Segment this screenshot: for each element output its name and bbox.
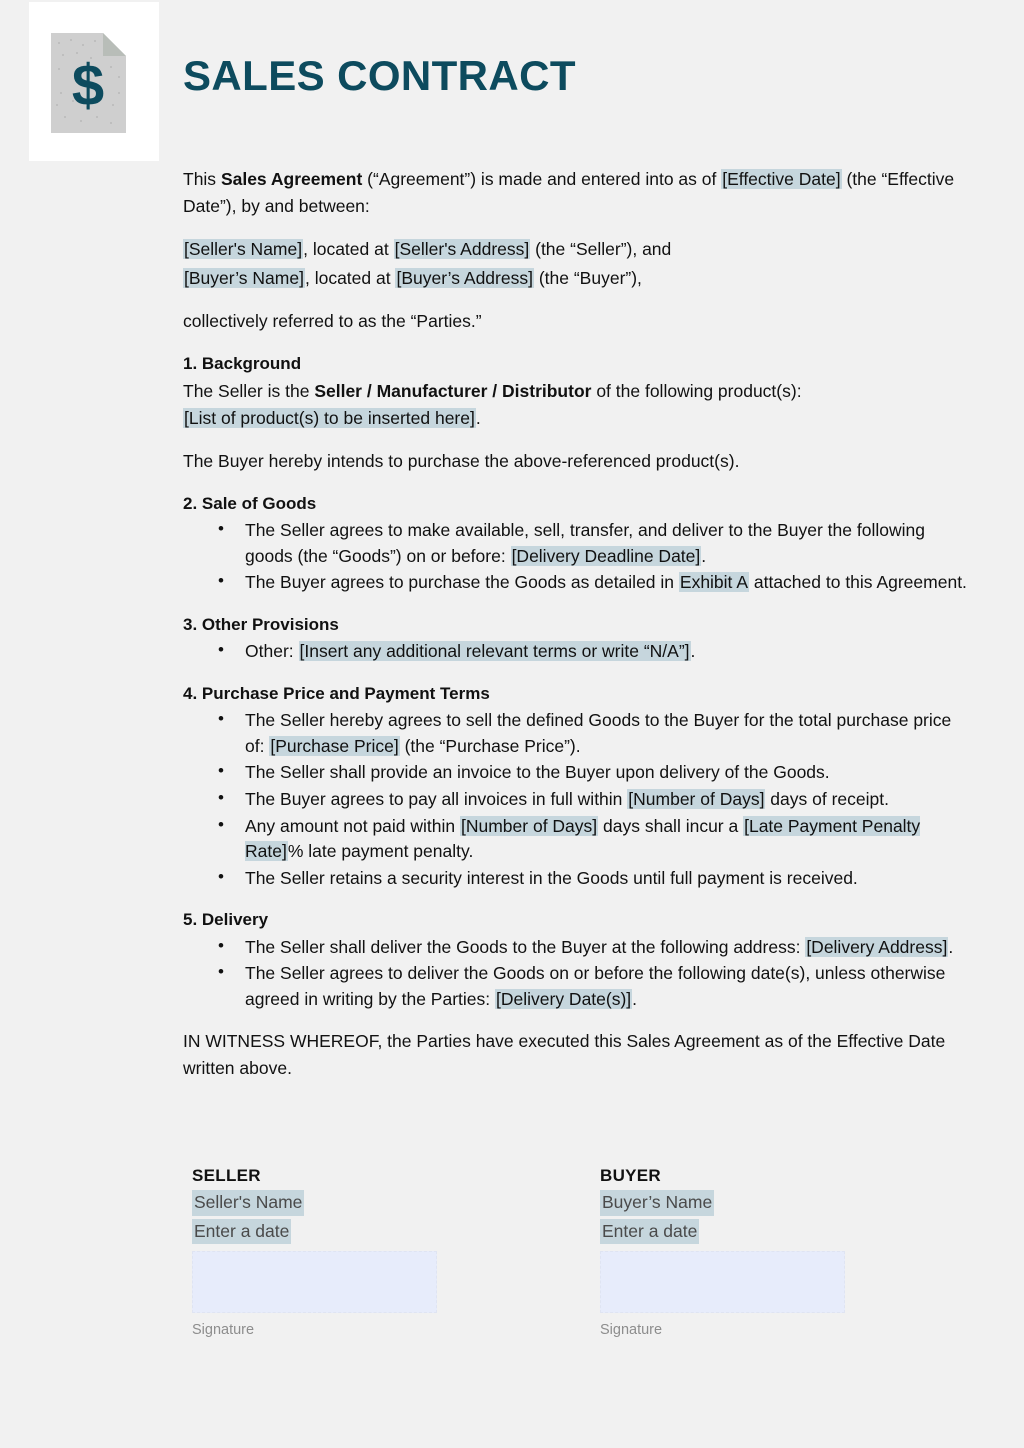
section2-bullets — [183, 518, 973, 596]
s4-b4-c: % late payment penalty. — [287, 841, 474, 862]
seller-date-input[interactable]: Enter a date — [192, 1219, 291, 1244]
placeholder-effective-date[interactable]: [Effective Date] — [722, 169, 841, 189]
s4-b1-b: (the “Purchase Price”). — [399, 735, 581, 756]
section-heading-purchase-price: 4. Purchase Price and Payment Terms — [183, 683, 490, 703]
list-item — [245, 787, 973, 813]
section5-bullets — [183, 935, 973, 1013]
list-item — [245, 814, 973, 865]
section-heading-background: 1. Background — [183, 353, 302, 373]
s5-b1-b: . — [948, 936, 954, 957]
svg-text:$: $ — [71, 53, 105, 118]
buyer-signature-block — [600, 1166, 980, 1340]
s2-b2-b: attached to this Agreement. — [749, 572, 967, 593]
placeholder-buyer-name[interactable]: [Buyer’s Name] — [184, 268, 304, 289]
placeholder-number-of-days-2[interactable]: [Number of Days] — [461, 815, 598, 836]
list-item — [245, 935, 973, 961]
s5-b2-a: The Seller agrees to deliver the Goods on or before the following date(s), unless otherwise agreed in writing by the Parties: — [245, 963, 946, 1009]
s2-b2-a: The Buyer agrees to purchase the Goods as detailed in — [245, 572, 679, 593]
s4-b3-b: days of receipt. — [765, 788, 889, 809]
seller-line-mid: , located at — [303, 238, 394, 259]
list-item — [245, 570, 973, 596]
list-item: • The Seller shall provide an invoice to the Buyer upon delivery of the Goods. — [245, 760, 973, 786]
s2-b1-a: The Seller agrees to make available, sell, transfer, and deliver to the Buyer the following goods (the “Goods”) on or before: — [245, 520, 925, 566]
signature-area — [192, 1166, 982, 1340]
placeholder-product-list[interactable]: [List of product(s) to be inserted here] — [184, 408, 475, 429]
seller-signature-canvas[interactable] — [192, 1251, 437, 1313]
buyer-role-label: BUYER — [600, 1166, 662, 1185]
s4-b1-a: The Seller hereby agrees to sell the defined Goods to the Buyer for the total purchase price of: — [245, 710, 952, 756]
s1-text-b: of the following product(s): — [591, 381, 802, 402]
seller-line-end: (the “Seller”), and — [530, 238, 672, 259]
list-item — [245, 518, 973, 569]
list-item — [245, 639, 973, 665]
placeholder-exhibit-a[interactable]: Exhibit A — [679, 572, 748, 593]
placeholder-delivery-dates[interactable]: [Delivery Date(s)] — [496, 988, 632, 1009]
buyer-signature-canvas[interactable] — [600, 1251, 845, 1313]
list-item — [245, 961, 973, 1012]
s5-b2-b: . — [632, 988, 638, 1009]
buyer-line-end: (the “Buyer”), — [533, 268, 642, 289]
s4-b4-a: Any amount not paid within — [245, 815, 460, 836]
page-title: SALES CONTRACT — [183, 52, 576, 99]
placeholder-delivery-address[interactable]: [Delivery Address] — [806, 936, 948, 957]
header-icon-container — [29, 2, 159, 161]
buyer-party-line — [183, 265, 973, 292]
intro-text-b: (“Agreement”) is made and entered into as of — [362, 169, 722, 189]
section-heading-other-provisions: 3. Other Provisions — [183, 614, 339, 634]
placeholder-late-payment-penalty-rate[interactable]: [Late Payment Penalty Rate] — [245, 815, 921, 862]
buyer-line-mid: , located at — [304, 268, 396, 289]
dollar-document-icon — [51, 33, 126, 133]
document-header — [0, 0, 1024, 165]
s1-text-a: The Seller is the — [183, 381, 315, 402]
intro-text-c: (the “Effective Date”), by and between: — [183, 169, 955, 216]
placeholder-seller-address[interactable]: [Seller's Address] — [394, 238, 530, 259]
s2-b1-b: . — [701, 545, 707, 566]
list-item — [245, 708, 973, 759]
intro-text-a: This — [183, 169, 221, 189]
s5-b1-a: The Seller shall deliver the Goods to the Buyer at the following address: — [245, 936, 806, 957]
section1-body — [183, 378, 973, 432]
placeholder-other-terms[interactable]: [Insert any additional relevant terms or write “N/A”] — [299, 641, 690, 662]
parties-paragraph: collectively referred to as the “Parties.” — [183, 311, 482, 332]
buyer-name-input[interactable]: Buyer’s Name — [600, 1190, 714, 1215]
seller-signature-caption: Signature — [192, 1322, 255, 1339]
s1-text-end: . — [475, 408, 481, 429]
section-heading-delivery: 5. Delivery — [183, 910, 269, 930]
s3-b1-a: Other: — [245, 641, 299, 662]
seller-party-line — [183, 236, 973, 263]
intro-paragraph — [183, 166, 973, 220]
placeholder-buyer-address[interactable]: [Buyer’s Address] — [396, 268, 533, 289]
seller-name-input[interactable]: Seller's Name — [192, 1190, 304, 1215]
placeholder-seller-name[interactable]: [Seller's Name] — [184, 238, 303, 259]
placeholder-number-of-days-1[interactable]: [Number of Days] — [628, 788, 765, 809]
s1-role-bold: Seller / Manufacturer / Distributor — [314, 381, 592, 402]
section3-bullets — [183, 639, 973, 665]
document-body — [183, 166, 973, 1098]
seller-role-label: SELLER — [192, 1166, 261, 1185]
s3-b1-b: . — [690, 641, 696, 662]
placeholder-purchase-price[interactable]: [Purchase Price] — [270, 735, 399, 756]
section-heading-sale-of-goods: 2. Sale of Goods — [183, 493, 317, 513]
list-item: • The Seller retains a security interest in the Goods until full payment is received. — [245, 866, 973, 892]
placeholder-delivery-deadline-date[interactable]: [Delivery Deadline Date] — [511, 545, 701, 566]
s4-b3-a: The Buyer agrees to pay all invoices in full within — [245, 788, 628, 809]
witness-paragraph: IN WITNESS WHEREOF, the Parties have executed this Sales Agreement as of the Effective Date written above. — [183, 1031, 946, 1079]
s4-b4-b: days shall incur a — [598, 815, 744, 836]
buyer-date-input[interactable]: Enter a date — [600, 1219, 699, 1244]
intro-agreement-bold: Sales Agreement — [220, 169, 363, 189]
section4-bullets — [183, 708, 973, 891]
seller-signature-block — [192, 1166, 600, 1340]
section1-buyer-intent: The Buyer hereby intends to purchase the above-referenced product(s). — [183, 450, 740, 471]
buyer-signature-caption: Signature — [600, 1322, 663, 1339]
